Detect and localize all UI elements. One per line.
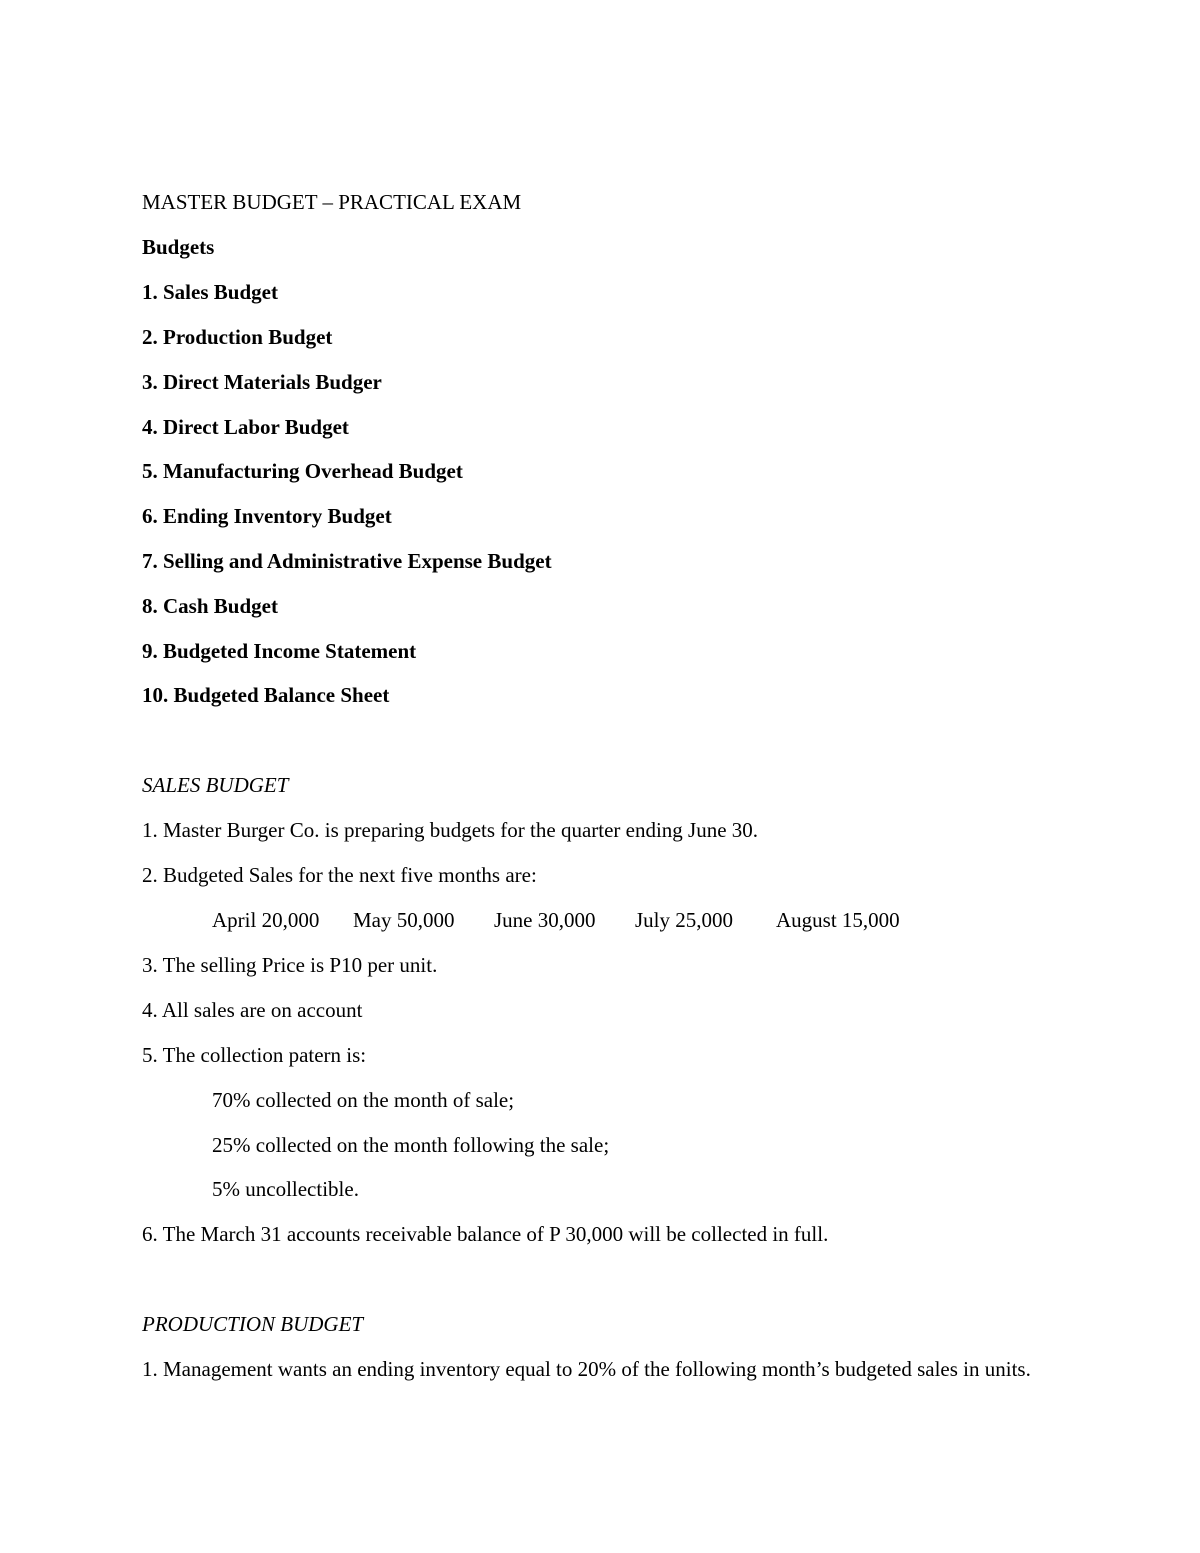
month-sales-april: April 20,000: [212, 908, 320, 932]
budget-list-item: 5. Manufacturing Overhead Budget: [142, 459, 463, 483]
month-sales-august: August 15,000: [776, 908, 900, 932]
budget-list-item: 10. Budgeted Balance Sheet: [142, 683, 390, 707]
budget-list-item: 2. Production Budget: [142, 325, 333, 349]
month-sales-july: July 25,000: [635, 908, 734, 932]
sales-item-4: 4. All sales are on account: [142, 998, 363, 1022]
budget-list-item: 1. Sales Budget: [142, 280, 278, 304]
monthly-sales-row: [212, 908, 900, 933]
production-item-1: 1. Management wants an ending inventory equal to 20% of the following month’s budgeted sales in units.: [142, 1357, 1031, 1381]
budget-list-item: 8. Cash Budget: [142, 594, 278, 618]
production-budget-heading: PRODUCTION BUDGET: [142, 1312, 364, 1336]
sales-item-1: 1. Master Burger Co. is preparing budgets for the quarter ending June 30.: [142, 818, 759, 842]
budget-list-item: 9. Budgeted Income Statement: [142, 639, 417, 663]
budget-list-item: 7. Selling and Administrative Expense Budget: [142, 549, 552, 573]
sales-item-3: 3. The selling Price is P10 per unit.: [142, 953, 438, 977]
sales-budget-heading: SALES BUDGET: [142, 773, 289, 797]
sales-item-2: 2. Budgeted Sales for the next five months are:: [142, 863, 537, 887]
sales-item-6: 6. The March 31 accounts receivable balance of P 30,000 will be collected in full.: [142, 1222, 829, 1246]
document-title: MASTER BUDGET – PRACTICAL EXAM: [142, 190, 522, 214]
budget-list-item: 3. Direct Materials Budger: [142, 370, 382, 394]
budgets-heading: Budgets: [142, 235, 215, 259]
sales-item-5: 5. The collection patern is:: [142, 1043, 367, 1067]
collection-pattern-item: 25% collected on the month following the sale;: [212, 1133, 610, 1157]
collection-pattern-item: 5% uncollectible.: [212, 1177, 359, 1201]
month-sales-june: June 30,000: [494, 908, 596, 932]
month-sales-may: May 50,000: [353, 908, 455, 932]
collection-pattern-item: 70% collected on the month of sale;: [212, 1088, 515, 1112]
budget-list-item: 6. Ending Inventory Budget: [142, 504, 392, 528]
budget-list-item: 4. Direct Labor Budget: [142, 415, 349, 439]
